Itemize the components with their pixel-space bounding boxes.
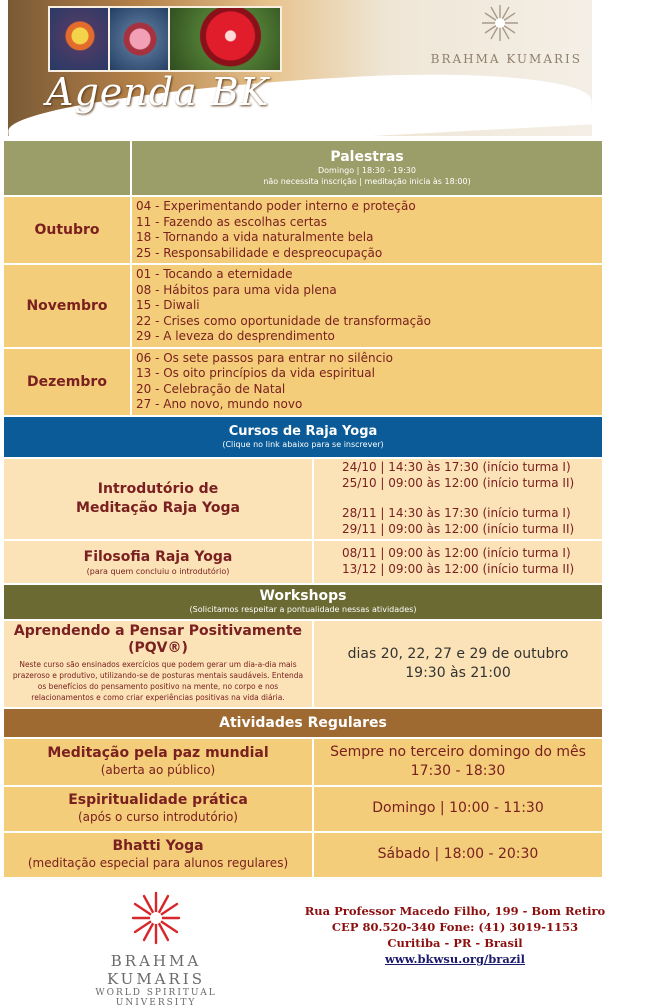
course-name-line1: Introdutório de xyxy=(97,480,219,497)
flower-photo-2 xyxy=(108,6,172,72)
activity-time: Domingo | 10:00 - 11:30 xyxy=(372,800,544,816)
workshops-note: (Solicitamos respeitar a pontualidade nessas atividades) xyxy=(189,605,417,614)
course-filosofia-dates xyxy=(314,541,602,583)
workshop-title-line1: Aprendendo a Pensar Positivamente xyxy=(13,622,303,639)
footer-logo xyxy=(66,890,246,1008)
activity-meditacao xyxy=(4,739,312,785)
lecture-item: 27 - Ano novo, mundo novo xyxy=(136,397,303,411)
header-banner xyxy=(8,0,592,136)
month-dezembro: Dezembro xyxy=(4,349,130,415)
palestras-note: não necessita inscrição | meditação inicia às 18:00) xyxy=(263,177,471,186)
lecture-item: 13 - Os oito princípios da vida espiritual xyxy=(136,366,375,380)
activity-bhatti-time xyxy=(314,833,602,877)
activity-time: Sábado | 18:00 - 20:30 xyxy=(377,846,539,862)
lecture-item: 20 - Celebração de Natal xyxy=(136,381,286,396)
palestras-title: Palestras xyxy=(330,149,404,165)
course-introdutorio[interactable] xyxy=(4,459,312,539)
course-date: 28/11 | 14:30 às 17:30 (início turma I) xyxy=(342,506,571,520)
workshop-date-line1: dias 20, 22, 27 e 29 de outubro xyxy=(347,645,569,662)
lectures-outubro xyxy=(132,197,602,263)
month-novembro: Novembro xyxy=(4,265,130,347)
lecture-item: 01 - Tocando a eternidade xyxy=(136,267,293,281)
website-link[interactable]: www.bkwsu.org/brazil xyxy=(384,952,526,966)
course-date: 25/10 | 09:00 às 12:00 (início turma II) xyxy=(342,475,575,490)
activity-time: 17:30 - 18:30 xyxy=(410,762,506,779)
brahma-kumaris-sun-icon xyxy=(131,890,181,946)
month-outubro: Outubro xyxy=(4,197,130,263)
activity-name: Espiritualidade prática xyxy=(68,792,248,808)
course-introdutorio-dates xyxy=(314,459,602,539)
activity-sub: (aberta ao público) xyxy=(100,763,216,777)
workshops-title: Workshops xyxy=(259,588,347,604)
lectures-novembro xyxy=(132,265,602,347)
atividades-title: Atividades Regulares xyxy=(219,714,387,731)
activity-meditacao-time xyxy=(314,739,602,785)
palestras-corner xyxy=(4,141,130,195)
course-date: 29/11 | 09:00 às 12:00 (início turma II) xyxy=(342,521,575,536)
activity-sub: (meditação especial para alunos regulares) xyxy=(27,856,289,870)
workshop-description-2: Entenda os benefícios do pensamento positivo na mente, no corpo e nos relacionamentos e como criar experiências positivas na vida diária. xyxy=(31,670,304,702)
lectures-dezembro xyxy=(132,349,602,415)
palestras-header xyxy=(132,141,602,195)
cursos-title: Cursos de Raja Yoga xyxy=(228,423,378,439)
lecture-item: 29 - A leveza do desprendimento xyxy=(136,329,335,343)
workshop-description xyxy=(4,657,312,705)
course-filosofia-note: (para quem concluiu o introdutório) xyxy=(86,566,230,576)
activity-bhatti xyxy=(4,833,312,877)
activity-time: Sempre no terceiro domingo do mês xyxy=(330,743,586,760)
course-date: 08/11 | 09:00 às 12:00 (início turma I) xyxy=(342,546,571,560)
footer-address xyxy=(300,903,610,967)
lecture-item: 08 - Hábitos para uma vida plena xyxy=(136,282,337,297)
banner-title: Agenda BK xyxy=(46,70,270,114)
workshop-description-1: Neste curso são ensinados exercícios que podem gerar um dia-a-dia mais prazeroso e produtivo, utilizando-se de posturas mentais saudáveis. xyxy=(12,659,297,680)
workshops-header xyxy=(4,585,602,619)
course-name-line2: Meditação Raja Yoga xyxy=(76,499,240,516)
lecture-item: 18 - Tornando a vida naturalmente bela xyxy=(136,230,374,244)
address-line-1: Rua Professor Macedo Filho, 199 - Bom Retiro xyxy=(304,904,606,918)
flower-photo-3 xyxy=(168,6,282,72)
footer-logo-sub: WORLD SPIRITUAL UNIVERSITY xyxy=(95,988,217,1008)
workshop-pqv-date xyxy=(314,621,602,707)
workshop-date-line2: 19:30 às 21:00 xyxy=(405,664,511,681)
activity-name: Meditação pela paz mundial xyxy=(47,745,269,761)
brahma-kumaris-logo-icon xyxy=(480,3,520,43)
footer-logo-name: BRAHMA KUMARIS xyxy=(107,952,205,988)
lecture-item: 04 - Experimentando poder interno e proteção xyxy=(136,199,416,213)
workshop-pqv xyxy=(4,621,312,707)
course-date-spacer xyxy=(314,491,602,506)
banner-brand: BRAHMA KUMARIS xyxy=(430,52,582,66)
course-filosofia[interactable] xyxy=(4,541,312,583)
workshop-title-line2: (PQV®) xyxy=(128,639,188,656)
atividades-header xyxy=(4,709,602,737)
cursos-header xyxy=(4,417,602,457)
cursos-note: (Clique no link abaixo para se inscrever) xyxy=(222,439,384,449)
course-date: 24/10 | 14:30 às 17:30 (início turma I) xyxy=(342,460,571,474)
lecture-item: 11 - Fazendo as escolhas certas xyxy=(136,214,328,229)
address-line-3: Curitiba - PR - Brasil xyxy=(387,936,523,950)
agenda-table xyxy=(2,139,604,879)
lecture-item: 25 - Responsabilidade e despreocupação xyxy=(136,245,383,260)
activity-name: Bhatti Yoga xyxy=(112,838,204,854)
palestras-schedule: Domingo | 18:30 - 19:30 xyxy=(318,166,416,175)
activity-espiritualidade xyxy=(4,787,312,831)
lecture-item: 06 - Os sete passos para entrar no silêncio xyxy=(136,350,393,365)
course-filosofia-name: Filosofia Raja Yoga xyxy=(83,548,233,565)
lecture-item: 22 - Crises como oportunidade de transformação xyxy=(136,313,431,328)
activity-espiritualidade-time xyxy=(314,787,602,831)
address-line-2: CEP 80.520-340 Fone: (41) 3019-1153 xyxy=(331,920,579,934)
course-date: 13/12 | 09:00 às 12:00 (início turma II) xyxy=(342,561,575,576)
flower-photo-1 xyxy=(48,6,112,72)
activity-sub: (após o curso introdutório) xyxy=(78,810,238,824)
lecture-item: 15 - Diwali xyxy=(136,298,200,312)
